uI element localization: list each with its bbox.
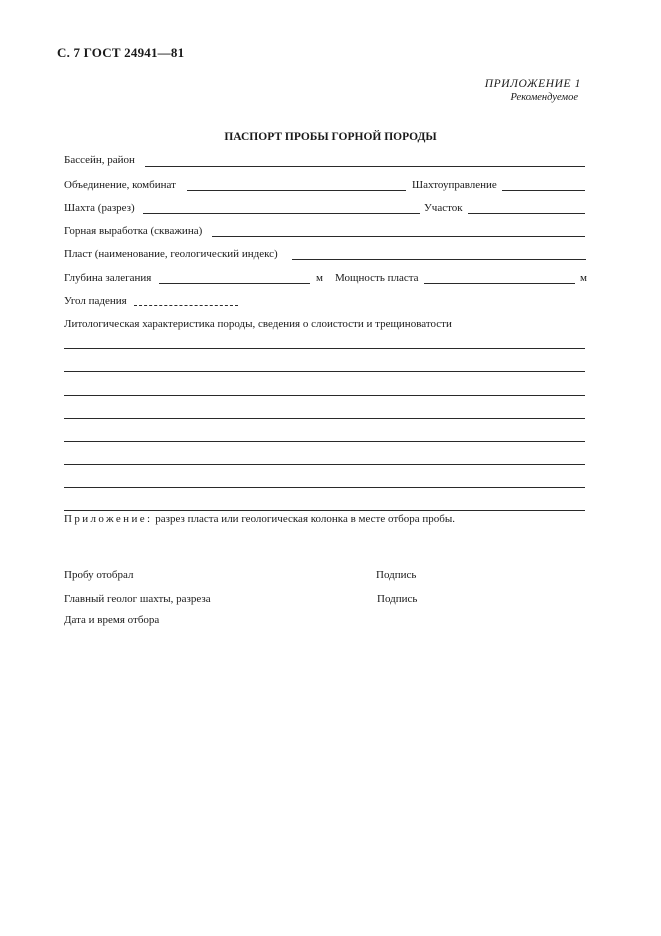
section-label: Участок	[424, 202, 463, 214]
seam-field[interactable]	[292, 259, 586, 260]
seam-label: Пласт (наименование, геологический индекс)	[64, 248, 278, 260]
taken-by-label: Пробу отобрал	[64, 569, 134, 581]
lithology-line[interactable]	[64, 487, 585, 488]
dip-label: Угол падения	[64, 295, 127, 307]
lithology-line[interactable]	[64, 441, 585, 442]
basin-field[interactable]	[145, 166, 585, 167]
lithology-line[interactable]	[64, 418, 585, 419]
thickness-field[interactable]	[424, 283, 575, 284]
lithology-line[interactable]	[64, 464, 585, 465]
note-label: Приложение:	[64, 513, 153, 525]
signature-2-label: Подпись	[377, 593, 418, 605]
section-field[interactable]	[468, 213, 585, 214]
lithology-line[interactable]	[64, 371, 585, 372]
basin-label: Бассейн, район	[64, 154, 135, 166]
depth-field[interactable]	[159, 283, 310, 284]
appendix-note	[64, 513, 455, 525]
appendix-title: ПРИЛОЖЕНИЕ 1	[484, 78, 581, 90]
signature-1-label: Подпись	[376, 569, 417, 581]
thickness-label: Мощность пласта	[335, 272, 419, 284]
association-label: Объединение, комбинат	[64, 179, 176, 191]
form-title: ПАСПОРТ ПРОБЫ ГОРНОЙ ПОРОДЫ	[224, 131, 437, 143]
lithology-line[interactable]	[64, 395, 585, 396]
note-text: разрез пласта или геологическая колонка в месте отбора пробы.	[155, 513, 455, 525]
mine-admin-label: Шахтоуправление	[412, 179, 497, 191]
date-time-label: Дата и время отбора	[64, 614, 160, 626]
dip-field[interactable]	[134, 305, 238, 306]
working-field[interactable]	[212, 236, 585, 237]
working-label: Горная выработка (скважина)	[64, 225, 203, 237]
lithology-line[interactable]	[64, 510, 585, 511]
appendix-block	[485, 77, 581, 105]
lithology-label: Литологическая характеристика породы, сведения о слоистости и трещиноватости	[64, 318, 452, 330]
depth-label: Глубина залегания	[64, 272, 152, 284]
mine-label: Шахта (разрез)	[64, 202, 135, 214]
chief-geologist-label: Главный геолог шахты, разреза	[64, 593, 211, 605]
page-header: С. 7 ГОСТ 24941—81	[57, 45, 185, 60]
mine-field[interactable]	[143, 213, 420, 214]
thickness-unit: м	[580, 272, 587, 284]
mine-admin-field[interactable]	[502, 190, 585, 191]
lithology-line[interactable]	[64, 348, 585, 349]
association-field[interactable]	[187, 190, 406, 191]
depth-unit: м	[316, 272, 323, 284]
appendix-type: Рекомендуемое	[510, 92, 578, 103]
